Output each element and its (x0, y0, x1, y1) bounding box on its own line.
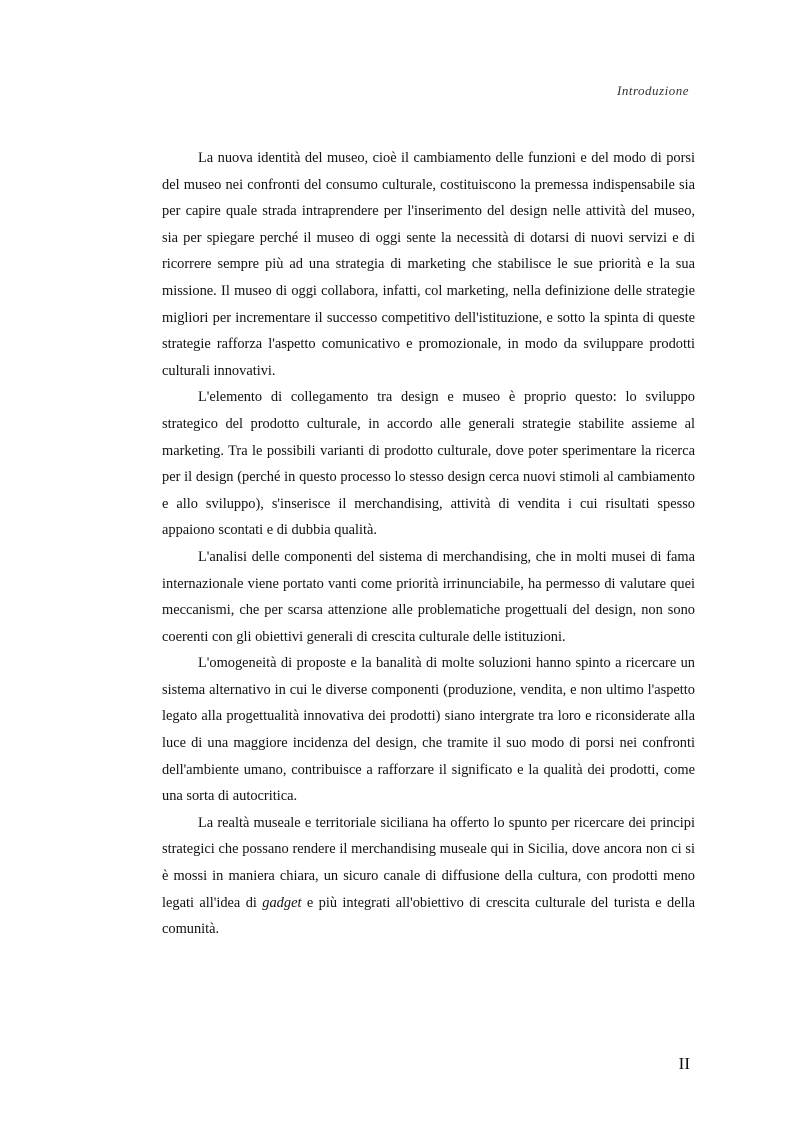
paragraph-4: L'omogeneità di proposte e la banalità di molte soluzioni hanno spinto a ricercare un sistema alternativo in cui le diverse componenti (produzione, vendita, e non ultimo l'aspetto legato alla progettualità innovativa dei prodotti) siano intergrate tra loro e riconsiderate alla luce di una maggiore incidenza del design, che tramite il suo modo di porsi nei confronti dell'ambiente umano, contribuisce a rafforzare il significato e la qualità dei prodotti, come una sorta di autocritica. (162, 655, 695, 805)
paragraph-3: L'analisi delle componenti del sistema di merchandising, che in molti musei di fama internazionale viene portato vanti come priorità irrinunciabile, ha permesso di valutare quei meccanismi, che per scarsa attenzione alle problematiche progettuali del design, non sono coerenti con gli obiettivi generali di crescita culturale delle istituzioni. (162, 548, 695, 645)
page-number: II (678, 1054, 690, 1073)
paragraph-5-text-after: e più integrati all'obiettivo di crescita culturale del turista e della comunità. (162, 894, 695, 938)
running-header: Introduzione (617, 83, 689, 98)
paragraph-5 (162, 810, 695, 943)
paragraph-5-text-before: La realtà museale e territoriale siciliana ha offerto lo spunto per ricercare dei principi strategici che possano rendere il merchandising museale qui in Sicilia, dove ancora non ci si è mossi in maniera chiara, un sicuro canale di diffusione della cultura, con prodotti meno legati all'idea di (162, 814, 695, 911)
paragraph-2: L'elemento di collegamento tra design e museo è proprio questo: lo sviluppo strategico del prodotto culturale, in accordo alle generali strategie stabilite assieme al marketing. Tra le possibili varianti di prodotto culturale, dove poter sperimentare la ricerca per il design (perché in questo processo lo stesso design cerca nuovi stimoli al cambiamento e allo sviluppo), s'inserisce il merchandising, attività di vendita i cui risultati spesso appaiono scontati e di dubbia qualità. (162, 389, 695, 539)
body-text (162, 145, 695, 943)
italic-term-gadget: gadget (262, 894, 302, 911)
paragraph-1: La nuova identità del museo, cioè il cambiamento delle funzioni e del modo di porsi del museo nei confronti del consumo culturale, costituiscono la premessa indispensabile sia per capire quale strada intraprendere per l'inserimento del design nelle attività del museo, sia per spiegare perché il museo di oggi sente la necessità di dotarsi di nuovi servizi e di ricorrere sempre più ad una strategia di marketing che stabilisce le sue priorità e la sua missione. Il museo di oggi collabora, infatti, col marketing, nella definizione delle strategie migliori per incrementare il successo competitivo dell'istituzione, e sotto la spinta di queste strategie rafforza l'aspetto comunicativo e promozionale, in modo da sviluppare prodotti culturali innovativi. (162, 150, 695, 379)
